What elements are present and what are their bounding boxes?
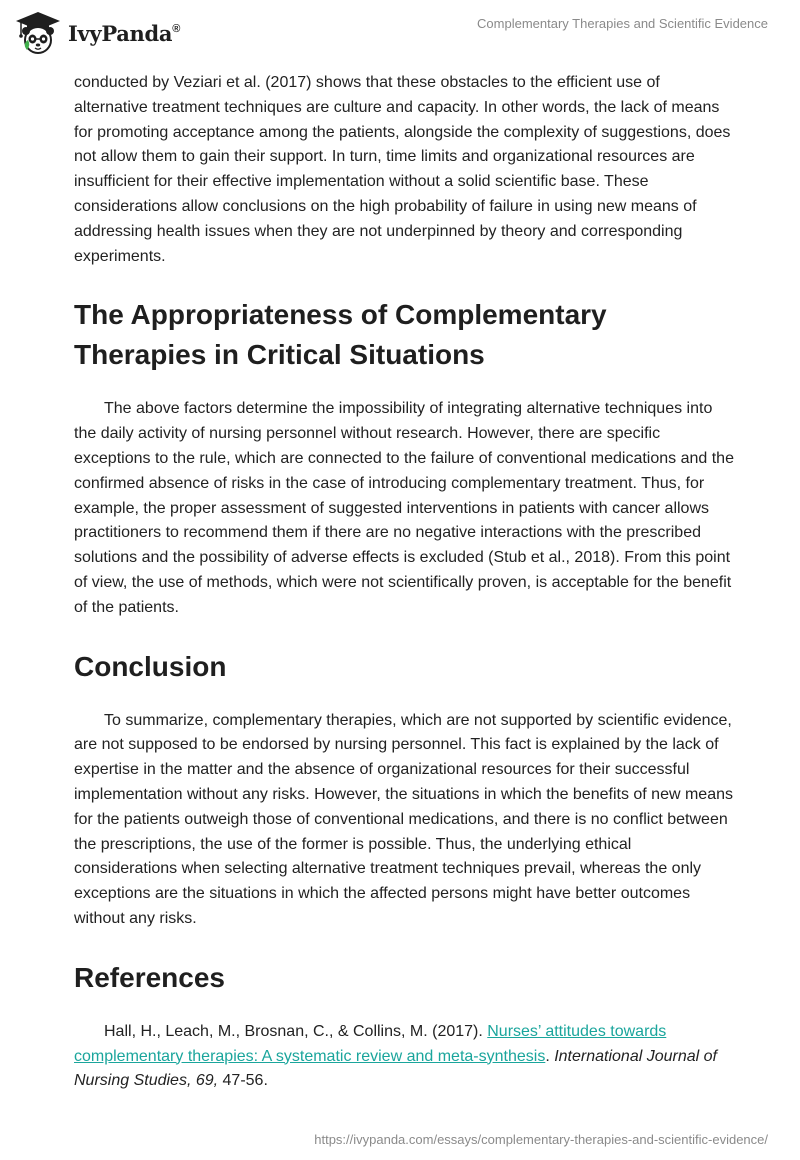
reference-pages: 47-56. <box>218 1072 268 1090</box>
ivypanda-logo[interactable] <box>14 10 180 56</box>
reference-entry: Hall, H., Leach, M., Brosnan, C., & Collins, M. (2017). Nurses’ attitudes towards complementary therapies: A systematic review and meta-synthesis. International Journal of Nursing Studies, 69, 47-56. <box>74 1022 717 1090</box>
references-heading: References <box>74 961 225 993</box>
document-title: Complementary Therapies and Scientific Evidence <box>477 16 768 31</box>
footer-source-url[interactable]: https://ivypanda.com/essays/complementary-therapies-and-scientific-evidence/ <box>314 1132 768 1147</box>
appropriateness-paragraph: The above factors determine the impossibility of integrating alternative techniques into the daily activity of nursing personnel without research. However, there are specific exceptions to the rule, which are connected to the failure of conventional medications and the confirmed absence of risks in the case of introducing complementary treatment. Thus, for example, the proper assessment of suggested interventions in patients with cancer allows practitioners to recommend them if there are no negative interactions with the prescribed solutions and the possibility of adverse effects is excluded (Stub et al., 2018). From this point of view, the use of methods, which were not scientifically proven, is acceptable for the benefit of the patients. <box>74 400 734 616</box>
section-heading-conclusion: Conclusion <box>74 650 227 682</box>
section-heading-appropriateness: The Appropriateness of Complementary Therapies in Critical Situations <box>74 299 607 371</box>
page-header <box>0 0 800 70</box>
reference-journal: International Journal of Nursing Studies, 69, <box>74 1047 717 1090</box>
reference-link[interactable]: Nurses’ attitudes towards complementary therapies: A systematic review and meta-synthesis <box>74 1022 667 1065</box>
panda-graduate-icon <box>14 10 62 56</box>
reference-authors: Hall, H., Leach, M., Brosnan, C., & Collins, M. (2017). <box>104 1022 488 1040</box>
intro-paragraph: conducted by Veziari et al. (2017) shows that these obstacles to the efficient use of alternative treatment techniques are culture and capacity. In other words, the lack of means for promoting acceptance among the patients, alongside the complexity of suggestions, does not allow them to gain their support. In turn, time limits and organizational resources are insufficient for their effective implementation without a solid scientific base. These considerations allow conclusions on the high probability of failure in using new means of addressing health issues when they are not underpinned by theory and corresponding experiments. <box>74 74 731 265</box>
article-body <box>74 71 734 1094</box>
conclusion-paragraph: To summarize, complementary therapies, which are not supported by scientific evidence, are not supposed to be endorsed by nursing personnel. This fact is explained by the lack of expertise in the matter and the absence of organizational resources for their successful implementation without any risks. However, the situations in which the benefits of new means for the patients outweigh those of conventional medications, and there is no conflict between the prescriptions, the use of the former is possible. Thus, the underlying ethical considerations when selecting alternative treatment techniques prevail, whereas the only exceptions are the situations in which the affected persons might have better outcomes without any risks. <box>74 711 733 927</box>
logo-wordmark: IvyPanda® <box>68 20 181 46</box>
